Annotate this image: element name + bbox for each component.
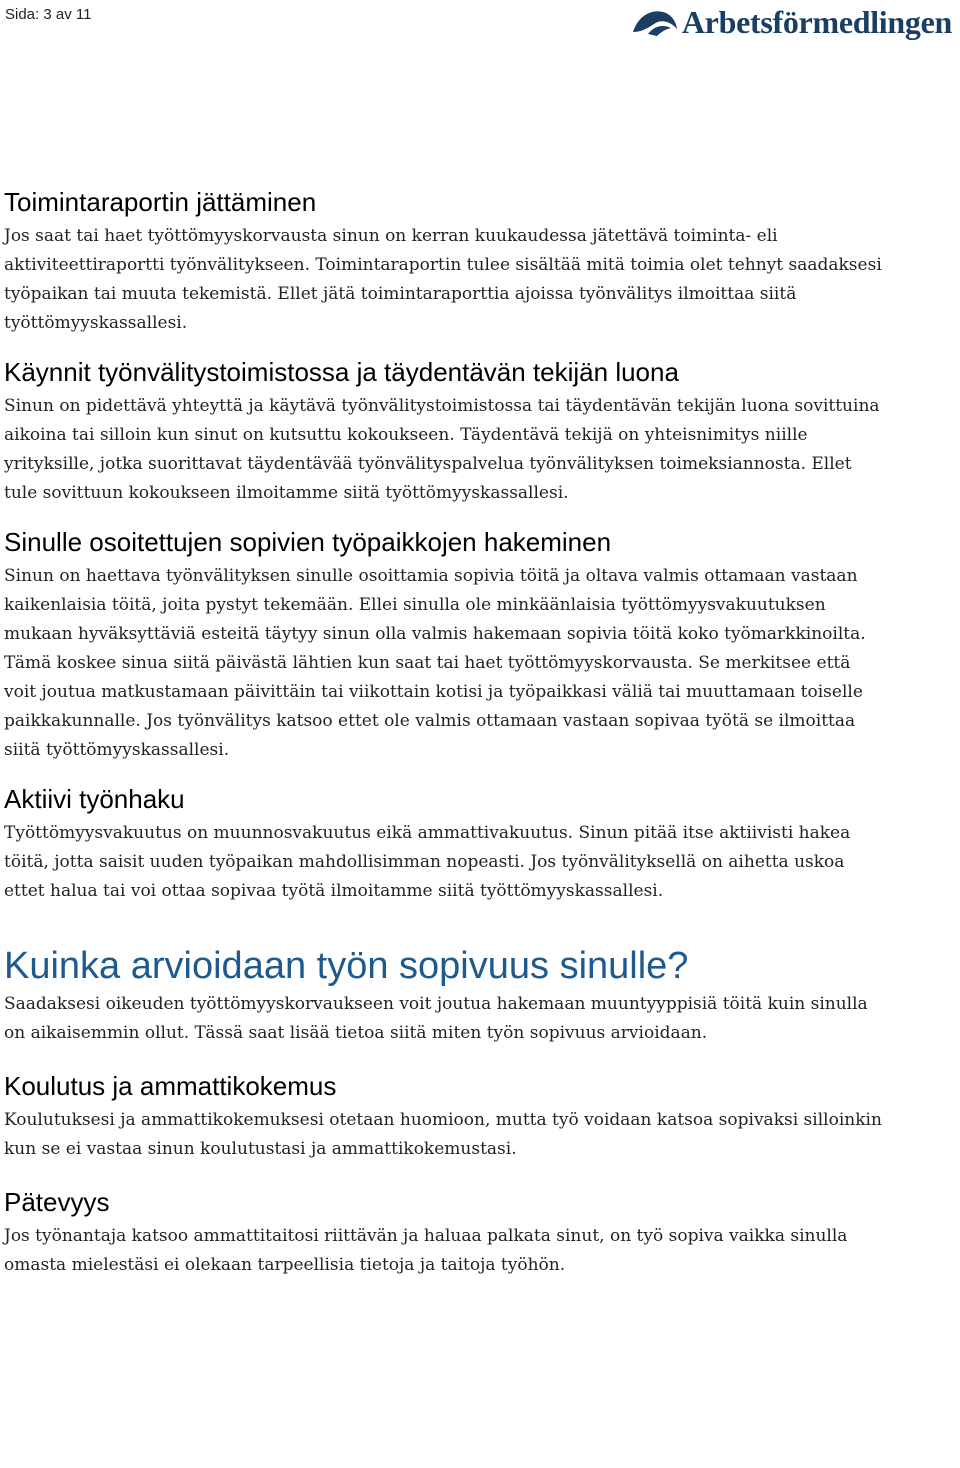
section-heading: Toimintaraportin jättäminen <box>4 187 317 217</box>
section-job-suitability <box>4 944 884 1048</box>
subsection-body: Jos työnantaja katsoo ammattitaitosi riittävän ja haluaa palkata sinut, on työ sopiva vaikka sinulla omasta mielestäsi ei olekaan tarpeellisia tietoja ja taitoja työhön. <box>4 1226 848 1275</box>
logo-text: Arbetsförmedlingen <box>681 4 952 40</box>
document-body <box>4 186 884 1280</box>
main-heading: Kuinka arvioidaan työn sopivuus sinulle? <box>4 945 689 987</box>
section-heading: Sinulle osoitettujen sopivien työpaikkojen hakeminen <box>4 527 612 557</box>
arbetsformedlingen-logo-icon <box>630 3 680 41</box>
section-body: Jos saat tai haet työttömyyskorvausta sinun on kerran kuukaudessa jätettävä toiminta- eli aktiviteettiraportti työnvälitykseen. Toimintaraportin tulee sisältää mitä toimia olet tehnyt saadaksesi työpaikan tai muuta tekemistä. Ellet jätä toimintaraporttia ajoissa työnvälitys ilmoittaa siitä työttömyyskassallesi. <box>4 226 882 333</box>
section-heading: Käynnit työnvälitystoimistossa ja täydentävän tekijän luona <box>4 357 679 387</box>
subsection-competence <box>4 1186 884 1280</box>
section-office-visits <box>4 356 884 508</box>
subsection-body: Koulutuksesi ja ammattikokemuksesi otetaan huomioon, mutta työ voidaan katsoa sopivaksi silloinkin kun se ei vastaa sinun koulutustasi ja ammattikokemustasi. <box>4 1110 882 1159</box>
section-body: Työttömyysvakuutus on muunnosvakuutus eikä ammattivakuutus. Sinun pitää itse aktiivisti hakea töitä, jotta saisit uuden työpaikan mahdollisimman nopeasti. Jos työnvälityksellä on aihetta uskoa ettet halua tai voi ottaa sopivaa työtä ilmoitamme siitä työttömyyskassallesi. <box>4 823 851 901</box>
main-heading-body: Saadaksesi oikeuden työttömyyskorvaukseen voit joutua hakemaan muuntyyppisiä töitä kuin sinulla on aikaisemmin ollut. Tässä saat lisää tietoa siitä miten työn sopivuus arvioidaan. <box>4 994 868 1043</box>
section-applying-jobs <box>4 526 884 765</box>
page-header <box>0 0 960 60</box>
section-heading: Aktiivi työnhaku <box>4 784 185 814</box>
subsection-education-experience <box>4 1070 884 1164</box>
subsection-heading: Koulutus ja ammattikokemus <box>4 1071 337 1101</box>
section-active-job-search <box>4 783 884 906</box>
section-activity-report <box>4 186 884 338</box>
page-number: Sida: 3 av 11 <box>5 6 92 23</box>
subsection-heading: Pätevyys <box>4 1187 110 1217</box>
section-body: Sinun on haettava työnvälityksen sinulle osoittamia sopivia töitä ja oltava valmis ottamaan vastaan kaikenlaisia töitä, joita pystyt tekemään. Ellei sinulla ole minkäänlaisia työttömyysvakuutuksen mukaan hyväksyttäviä esteitä täytyy sinun olla valmis hakemaan sopivia töitä koko työmarkkinoilta. Tämä koskee sinua siitä päivästä lähtien kun saat tai haet työttömyyskorvausta. Se merkitsee että voit joutua matkustamaan päivittäin tai viikottain kotisi ja työpaikkasi väliä tai muuttamaan toiselle paikkakunnalle. Jos työnvälitys katsoo ettet ole valmis ottamaan vastaan sopivaa työtä se ilmoittaa siitä työttömyyskassallesi. <box>4 566 866 760</box>
section-body: Sinun on pidettävä yhteyttä ja käytävä työnvälitystoimistossa tai täydentävän tekijän luona sovittuina aikoina tai silloin kun sinut on kutsuttu kokoukseen. Täydentävä tekijä on yhteisnimitys niille yrityksille, jotka suorittavat täydentävää työnvälityspalvelua työnvälityksen toimeksiannosta. Ellet tule sovittuun kokoukseen ilmoitamme siitä työttömyyskassallesi. <box>4 396 880 503</box>
arbetsformedlingen-logo <box>630 3 952 41</box>
